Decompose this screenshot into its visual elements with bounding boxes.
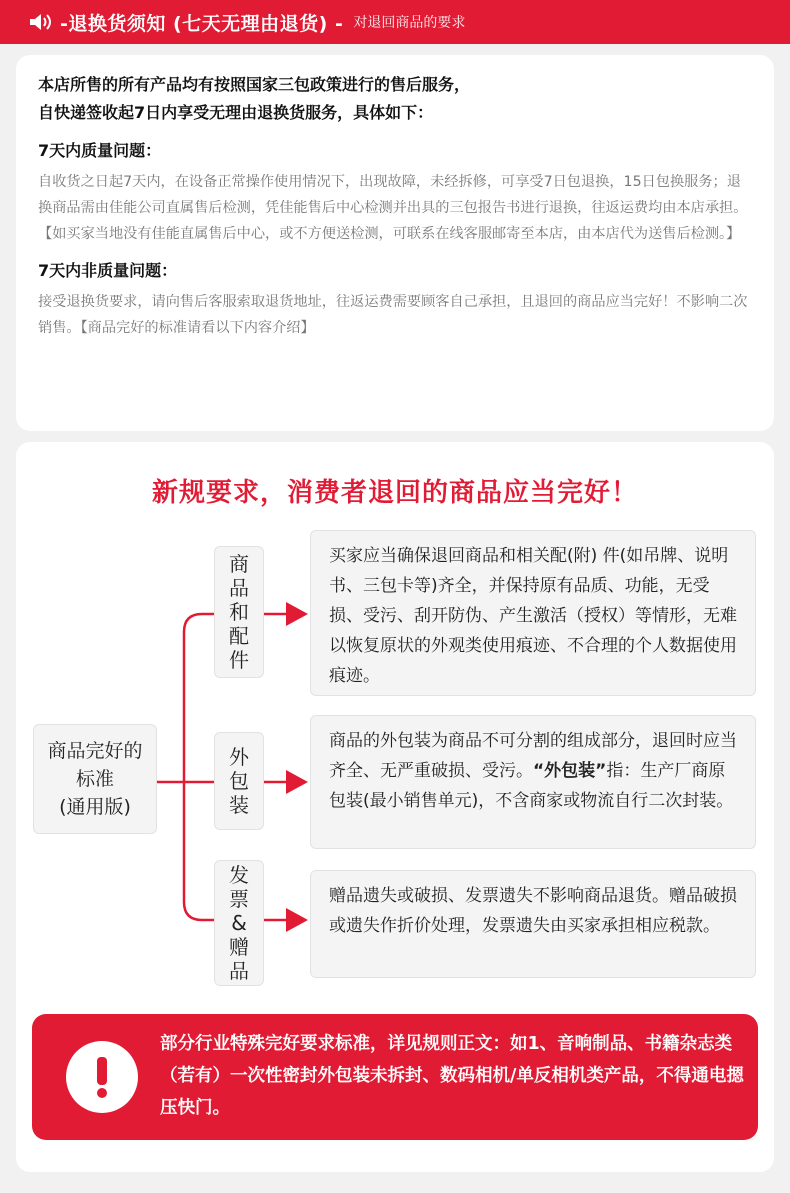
category-packaging-label: 外包装: [229, 745, 249, 817]
policy-intro-line2: 自快递签收起7日内享受无理由退换货服务，具体如下：: [38, 103, 434, 122]
nonquality-text: 接受退换货要求，请向售后客服索取退货地址，往返运费需要顾客自己承担，且退回的商品应当完好！不影响二次销售。【商品完好的标准请看以下内容介绍】: [38, 294, 748, 336]
policy-intro: [38, 71, 750, 127]
root-line3: (通用版): [59, 796, 131, 818]
quality-text: 自收货之日起7天内，在设备正常操作使用情况下，出现故障，未经拆修，可享受7日包退换，15日包换服务；退换商品需由佳能公司直属售后检测，凭佳能售后中心检测并出具的三包报告书进行退换，往返运费均由本店承担。: [38, 174, 748, 216]
root-line1: 商品完好的: [47, 740, 143, 762]
desc-packaging: [310, 715, 756, 849]
requirements-card: [16, 442, 774, 1172]
policy-intro-line1: 本店所售的所有产品均有按照国家三包政策进行的售后服务，: [38, 75, 471, 94]
nonquality-title: 7天内非质量问题：: [38, 261, 178, 280]
exclamation-icon: [66, 1041, 138, 1113]
category-packaging-box: [214, 732, 264, 830]
requirements-title: 新规要求，消费者退回的商品应当完好！: [151, 478, 638, 508]
root-standard-box: [33, 724, 157, 834]
speaker-icon: [28, 11, 56, 33]
header-bar: [0, 0, 790, 44]
quality-note: 【如买家当地没有佳能直属售后中心，或不方便送检测，可联系在线客服邮寄至本店，由本店代为送售后检测。】: [38, 226, 741, 242]
root-line2: 标准: [75, 768, 114, 790]
quality-title: 7天内质量问题：: [38, 141, 162, 160]
desc-goods: 买家应当确保退回商品和相关配(附) 件(如吊牌、说明书、三包卡等)齐全，并保持原有品质、功能，无受损、受污、刮开防伪、产生激活（授权）等情形，无难以恢复原状的外观类使用痕迹、不合理的个人数据使用痕迹。: [310, 530, 756, 696]
desc-packaging-b: 指：生产厂商原包装(最小销售单元)，不含商家或物流自行二次封装。: [329, 761, 734, 811]
category-invoice-box: [214, 860, 264, 986]
desc-packaging-a: 商品的外包装为商品不可分割的组成部分，退回时应当齐全、无严重破损、受污。: [329, 731, 737, 781]
category-goods-box: [214, 546, 264, 678]
desc-packaging-bold: “外包装”: [533, 761, 607, 781]
special-notice: [32, 1014, 758, 1140]
category-invoice-label: 发票&赠品: [229, 863, 249, 983]
policy-card: [16, 55, 774, 431]
notice-text: 部分行业特殊完好要求标准，详见规则正文：如1、音响制品、书籍杂志类（若有）一次性密封外包装未拆封、数码相机/单反相机类产品，不得通电摁压快门。: [160, 1034, 744, 1118]
category-goods-label: 商品和配件: [229, 552, 249, 672]
header-subtitle: 对退回商品的要求: [353, 15, 466, 31]
desc-invoice: 赠品遗失或破损、发票遗失不影响商品退货。赠品破损或遗失作折价处理，发票遗失由买家承担相应税款。: [310, 870, 756, 978]
header-title: -退换货须知 (七天无理由退货) -: [60, 12, 344, 35]
